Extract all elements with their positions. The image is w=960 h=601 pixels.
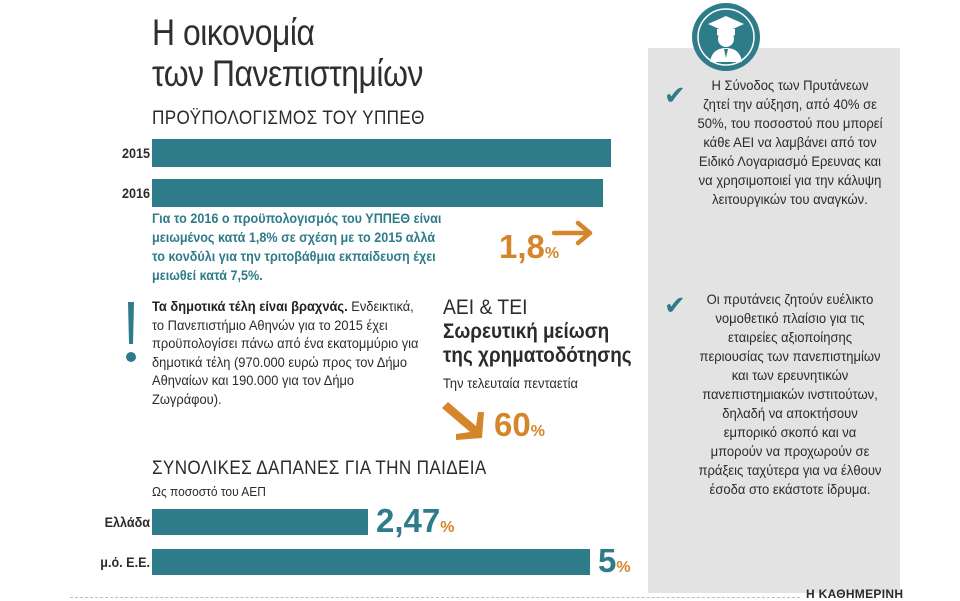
footer-divider — [70, 597, 800, 598]
checkmark-icon: ✔ — [664, 80, 686, 110]
bar — [152, 179, 603, 207]
budget-change-value: 1,8 — [499, 228, 545, 265]
checkmark-icon: ✔ — [664, 290, 686, 320]
aei-sub-line-2: της χρηματοδότησης — [443, 344, 632, 367]
spending-heading: ΣΥΝΟΛΙΚΕΣ ΔΑΠΑΝΕΣ ΓΙΑ ΤΗΝ ΠΑΙΔΕΙΑ — [152, 458, 487, 479]
bar-label: Ελλάδα — [104, 514, 150, 530]
fees-text: Ενδεικτικά, το Πανεπιστήμιο Αθηνών για το 2015 έχει προϋπολογίσει πάνω από ένα εκατομμύριο για δημοτικά τέλη (970.000 ευρώ προς τον Δήμο Αθηναίων και 190.000 για τον Δήμο Ζωγράφου). — [152, 298, 419, 407]
bar — [152, 139, 611, 167]
value-label: 5% — [598, 542, 631, 579]
graduate-icon — [691, 2, 761, 72]
value-label: 2,47% — [376, 502, 455, 539]
aei-heading: ΑΕΙ & ΤΕΙ — [443, 296, 528, 319]
page-title — [152, 12, 513, 94]
arrow-down-right-icon — [442, 400, 488, 442]
exclamation-icon — [124, 302, 138, 364]
panel-item-2: Οι πρυτάνεις ζητούν ευέλικτο νομοθετικό πλαίσιο για τις εταιρείες αξιοποίησης περιουσίας των πανεπιστημίων και των ερευνητικών πανεπιστημιακών ινστιτούτων, δηλαδή να αποκτήσουν εμπορικό σκοπό και να μπορούν να προχωρούν σε πράξεις ταχύτερα για να έλθουν έσοδα στο εκάστοτε ίδρυμα. — [698, 291, 882, 497]
brand-logo: Η ΚΑΘΗΜΕΡΙΝΗ — [806, 587, 904, 601]
arrow-right-icon — [552, 220, 596, 246]
spending-subheading: Ως ποσοστό του ΑΕΠ — [152, 484, 266, 499]
aei-value: 60 — [494, 406, 531, 443]
aei-callout — [494, 406, 545, 444]
budget-change-unit: % — [544, 245, 560, 262]
bar-label: 2015 — [121, 145, 150, 161]
fees-note — [152, 297, 419, 408]
title-line-1: Η οικονομία — [152, 12, 315, 53]
bar-label: μ.ό. Ε.Ε. — [100, 554, 150, 570]
budget-heading: ΠΡΟΫΠΟΛΟΓΙΣΜΟΣ ΤΟΥ ΥΠΠΕΘ — [152, 108, 425, 129]
bar-label: 2016 — [121, 185, 150, 201]
aei-subheading — [443, 320, 632, 368]
aei-unit: % — [530, 423, 545, 440]
fees-title: Τα δημοτικά τέλη είναι βραχνάς. — [152, 298, 348, 314]
bar — [152, 509, 368, 535]
budget-change-callout — [499, 228, 559, 266]
aei-note: Την τελευταία πενταετία — [443, 375, 578, 391]
title-line-2: των Πανεπιστημίων — [152, 53, 423, 94]
panel-item-1: Η Σύνοδος των Πρυτάνεων ζητεί την αύξηση, από 40% σε 50%, του ποσοστού που μπορεί κάθε ΑΕΙ να λαμβάνει από τον Ειδικό Λογαριασμό Ερευνας και να χρησιμοποιεί για την κάλυψη λειτουργικών του αναγκών. — [697, 77, 883, 207]
bar — [152, 549, 590, 575]
aei-sub-line-1: Σωρευτική μείωση — [443, 320, 610, 343]
budget-note: Για το 2016 ο προϋπολογισμός του ΥΠΠΕΘ είναι μειωμένος κατά 1,8% σε σχέση με το 2015 αλλά το κονδύλι για την τριτοβάθμια εκπαίδευση έχει μειωθεί κατά 7,5%. — [152, 210, 442, 283]
